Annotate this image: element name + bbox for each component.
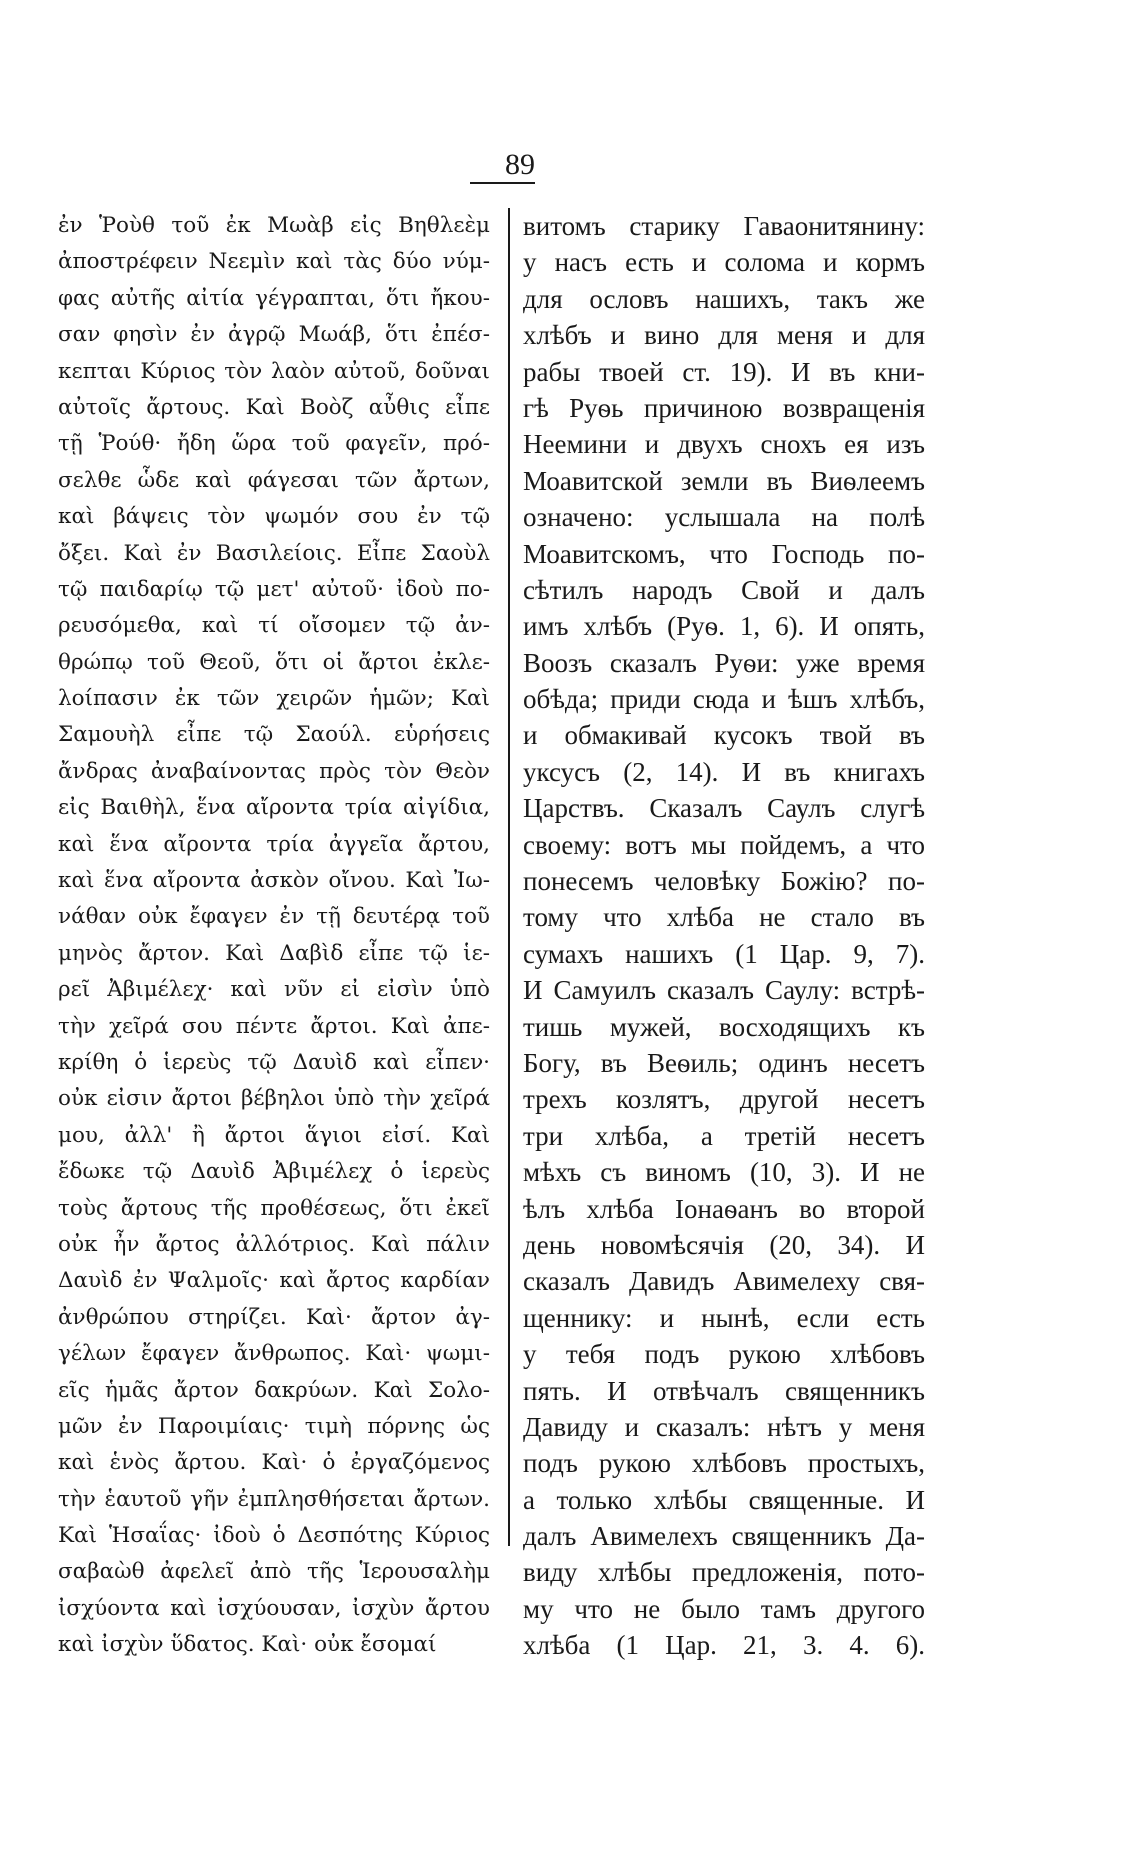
- greek-text-line: ἰσχύοντα καὶ ἰσχύουσαν, ἰσχὺν ἄρτου: [58, 1595, 490, 1621]
- russian-text-line: Моавитской земли въ Виѳлеемъ: [523, 465, 925, 496]
- greek-text-line: μηνὸς ἄρτον. Καὶ Δαβὶδ εἶπε τῷ ἱε-: [58, 940, 490, 966]
- greek-text-line: σαβαὼθ ἀφελεῖ ἀπὸ τῆς Ἱερουσαλὴμ: [58, 1559, 490, 1585]
- greek-text-line: τῷ παιδαρίῳ τῷ μετ' αὐτοῦ· ἰδοὺ πο-: [58, 576, 490, 602]
- greek-text-line: θρώπῳ τοῦ Θεοῦ, ὅτι οἱ ἄρτοι ἐκλε-: [58, 649, 490, 675]
- russian-column: [523, 208, 925, 1664]
- greek-text-line: Σαμουὴλ εἶπε τῷ Σαούλ. εὑρήσεις: [58, 722, 490, 748]
- greek-text-line: ἄνδρας ἀναβαίνοντας πρὸς τὸν Θεὸν: [58, 758, 490, 784]
- russian-text-line: и обмакивай кусокъ твой въ: [523, 720, 925, 751]
- russian-text-line: мѣхъ съ виномъ (10, 3). И не: [523, 1157, 925, 1188]
- russian-text-line: Неемини и двухъ снохъ ея изъ: [523, 429, 925, 460]
- russian-text-line: сумахъ нашихъ (1 Цар. 9, 7).: [523, 938, 925, 969]
- greek-text-line: καὶ ἕνα αἴροντα τρία ἀγγεῖα ἄρτου,: [58, 831, 490, 857]
- russian-text-line: хлѣбъ и вино для меня и для: [523, 320, 925, 351]
- greek-text-line: οὐκ εἰσιν ἄρτοι βέβηλοι ὑπὸ τὴν χεῖρά: [58, 1086, 490, 1112]
- russian-text-line: му что не было тамъ другого: [523, 1593, 925, 1624]
- russian-text-line: виду хлѣбы предложенія, пото-: [523, 1557, 925, 1588]
- greek-text-line: τοὺς ἄρτους τῆς προθέσεως, ὅτι ἐκεῖ: [58, 1195, 490, 1221]
- column-divider: [508, 208, 510, 1546]
- greek-text-line: οὐκ ἦν ἄρτος ἀλλότριος. Καὶ πάλιν: [58, 1231, 490, 1257]
- page-number: 89: [505, 148, 535, 181]
- greek-text-line: γέλων ἔφαγεν ἄνθρωπος. Καὶ· ψωμι-: [58, 1341, 490, 1367]
- russian-text-line: означено: услышала на полѣ: [523, 502, 925, 533]
- greek-text-line: μου, ἀλλ' ἢ ἄρτοι ἅγιοι εἰσί. Καὶ: [58, 1122, 490, 1148]
- greek-text-line: εῖς ἡμᾶς ἄρτον δακρύων. Καὶ Σολο-: [58, 1377, 490, 1403]
- russian-text-line: щеннику: и нынѣ, если есть: [523, 1302, 925, 1333]
- russian-text-line: у насъ есть и солома и кормъ: [523, 247, 925, 278]
- russian-text-line: подъ рукою хлѣбовъ простыхъ,: [523, 1448, 925, 1479]
- russian-text-line: И Самуилъ сказалъ Саулу: встрѣ-: [523, 975, 925, 1006]
- russian-text-line: Давиду и сказалъ: нѣтъ у меня: [523, 1411, 925, 1442]
- russian-text-line: рабы твоей ст. 19). И въ кни-: [523, 356, 925, 387]
- greek-text-line: σαν φησὶν ἐν ἀγρῷ Μωάβ, ὅτι ἐπέσ-: [58, 322, 490, 348]
- russian-text-line: Царствъ. Сказалъ Саулъ слугѣ: [523, 793, 925, 824]
- russian-text-line: пять. И отвѣчалъ священникъ: [523, 1375, 925, 1406]
- russian-text-line: уксусъ (2, 14). И въ книгахъ: [523, 756, 925, 787]
- russian-text-line: а только хлѣбы священные. И: [523, 1484, 925, 1515]
- greek-text-line: αὐτοῖς ἄρτους. Καὶ Βοὸζ αὖθις εἶπε: [58, 394, 490, 420]
- greek-text-line: τῇ Ῥούθ· ἤδη ὥρα τοῦ φαγεῖν, πρό-: [58, 431, 490, 457]
- russian-text-line: день новомѣсячія (20, 34). И: [523, 1229, 925, 1260]
- greek-text-line: Δαυὶδ ἐν Ψαλμοῖς· καὶ ἄρτος καρδίαν: [58, 1268, 490, 1294]
- greek-text-line: νάθαν οὐκ ἔφαγεν ἐν τῇ δευτέρᾳ τοῦ: [58, 904, 490, 930]
- greek-text-line: λοίπασιν ἐκ τῶν χειρῶν ἡμῶν; Καὶ: [58, 686, 490, 712]
- russian-text-line: для ословъ нашихъ, такъ же: [523, 283, 925, 314]
- greek-text-line: κρίθη ὁ ἱερεὺς τῷ Δαυὶδ καὶ εἶπεν·: [58, 1049, 490, 1075]
- russian-text-line: тишь мужей, восходящихъ къ: [523, 1011, 925, 1042]
- greek-text-line: καὶ ἑνὸς ἄρτου. Καὶ· ὁ ἐργαζόμενος: [58, 1450, 490, 1476]
- russian-text-line: гѣ Руѳь причиною возвращенія: [523, 392, 925, 423]
- russian-text-line: понесемъ человѣку Божію? по-: [523, 866, 925, 897]
- russian-text-line: обѣда; приди сюда и ѣшъ хлѣбъ,: [523, 684, 925, 715]
- greek-text-line: ἔδωκε τῷ Δαυὶδ Ἀβιμέλεχ ὁ ἱερεὺς: [58, 1159, 490, 1185]
- greek-text-line: σελθε ὧδε καὶ φάγεσαι τῶν ἄρτων,: [58, 467, 490, 493]
- greek-text-line: ρεῖ Ἀβιμέλεχ· καὶ νῦν εἰ εἰσὶν ὑπὸ: [58, 977, 490, 1003]
- russian-text-line: три хлѣба, а третій несетъ: [523, 1120, 925, 1151]
- russian-text-line: своему: вотъ мы пойдемъ, а что: [523, 829, 925, 860]
- greek-text-line: τὴν ἑαυτοῦ γῆν ἐμπλησθήσεται ἄρτων.: [58, 1486, 490, 1512]
- greek-text-line: μῶν ἐν Παροιμίαις· τιμὴ πόρνης ὡς: [58, 1413, 490, 1439]
- page-number-rule: [470, 182, 535, 184]
- greek-text-line: καὶ ἰσχὺν ὕδατος. Καὶ· οὐκ ἔσομαί: [58, 1632, 437, 1658]
- russian-text-line: Моавитскомъ, что Господь по-: [523, 538, 925, 569]
- russian-text-line: витомъ старику Гаваонитянину:: [523, 211, 925, 241]
- russian-text-line: ѣлъ хлѣба Іонаѳанъ во второй: [523, 1193, 925, 1224]
- russian-text-line: имъ хлѣбъ (Руѳ. 1, 6). И опять,: [523, 611, 925, 642]
- russian-text-line: сказалъ Давидъ Авимелеху свя-: [523, 1266, 925, 1297]
- greek-text-line: φας αὐτῆς αἰτία γέγραπται, ὅτι ἤκου-: [58, 285, 490, 311]
- greek-text-line: ρευσόμεθα, καὶ τί οἴσομεν τῷ ἀν-: [58, 613, 490, 639]
- greek-text-line: εἰς Βαιθὴλ, ἕνα αἴροντα τρία αἰγίδια,: [58, 795, 490, 821]
- russian-text-line: далъ Авимелехъ священникъ Да-: [523, 1521, 925, 1552]
- russian-text-line: сѣтилъ народъ Свой и далъ: [523, 574, 925, 605]
- greek-text-line: ὄξει. Καὶ ἐν Βασιλείοις. Εἶπε Σαοὺλ: [58, 540, 490, 566]
- greek-text-line: ἀνθρώπου στηρίζει. Καὶ· ἄρτον ἀγ-: [58, 1304, 490, 1330]
- greek-text-line: ἐν Ῥοὺθ τοῦ ἐκ Μωὰβ εἰς Βηθλεὲμ: [58, 213, 490, 238]
- greek-column: [58, 208, 490, 1664]
- russian-text-line: Воозъ сказалъ Руѳи: уже время: [523, 647, 925, 678]
- greek-text-line: κεπται Κύριος τὸν λαὸν αὐτοῦ, δοῦναι: [58, 358, 490, 384]
- russian-text-line: тому что хлѣба не стало въ: [523, 902, 925, 933]
- russian-text-line: Богу, въ Веѳиль; одинъ несетъ: [523, 1047, 925, 1078]
- greek-text-line: τὴν χεῖρά σου πέντε ἄρτοι. Καὶ ἀπε-: [58, 1013, 490, 1039]
- russian-text-line: у тебя подъ рукою хлѣбовъ: [523, 1339, 925, 1370]
- greek-text-line: Καὶ Ἡσαΐας· ἰδοὺ ὁ Δεσπότης Κύριος: [58, 1523, 490, 1549]
- russian-text-line: трехъ козлятъ, другой несетъ: [523, 1084, 925, 1115]
- russian-text-line: хлѣба (1 Цар. 21, 3. 4. 6).: [523, 1630, 925, 1661]
- greek-text-line: ἀποστρέφειν Νεεμὶν καὶ τὰς δύο νύμ-: [58, 249, 490, 275]
- greek-text-line: καὶ ἕνα αἴροντα ἀσκὸν οἴνου. Καὶ Ἰω-: [58, 868, 490, 894]
- greek-text-line: καὶ βάψεις τὸν ψωμόν σου ἐν τῷ: [58, 504, 490, 530]
